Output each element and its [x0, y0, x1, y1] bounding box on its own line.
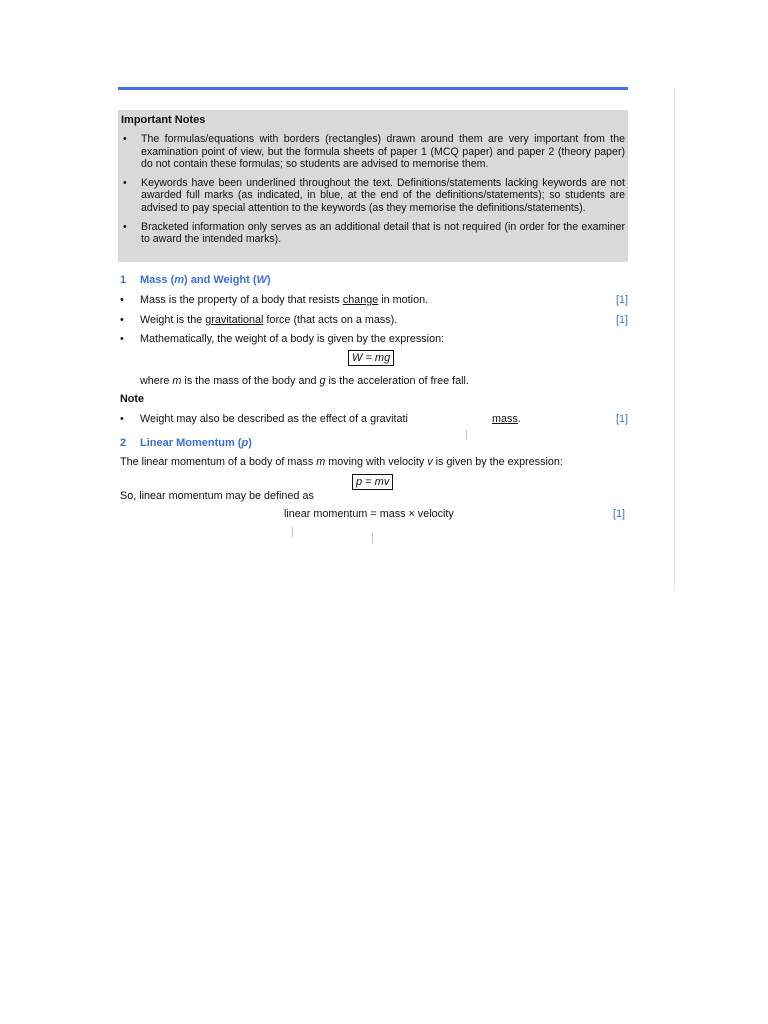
list-item	[120, 294, 628, 308]
item-text-end	[492, 413, 521, 425]
heading-text: ) and Weight (	[184, 274, 257, 286]
note-item	[121, 133, 626, 170]
bullet-icon: •	[120, 333, 124, 345]
item-text: Mathematically, the weight of a body is given by the expression:	[140, 333, 445, 345]
symbol: m	[172, 375, 182, 387]
momentum-definition: linear momentum = mass × velocity	[284, 508, 454, 520]
item-text: force (that acts on a mass).	[263, 314, 398, 326]
important-notes-box	[118, 110, 628, 262]
text: moving with velocity	[325, 456, 428, 468]
note-item	[121, 177, 626, 214]
keyword: mass	[492, 413, 518, 425]
formula-explanation	[140, 375, 469, 387]
scan-artifact	[466, 430, 467, 440]
text: The linear momentum of a body of mass	[120, 456, 317, 468]
scan-artifact	[372, 533, 373, 543]
symbol: v	[427, 456, 433, 468]
note-text: The formulas/equations with borders (rectangles) drawn around them are very important from the examination point of view, but the formula sheets of paper 1 (MCQ paper) and paper 2 (theory paper) do not contain these formulas; so students are advised to memorise them.	[141, 133, 625, 170]
note-text: Keywords have been underlined throughout the text. Definitions/statements lacking keywords are not awarded full marks (as indicated, in blue, at the end of the definitions/statements); so students are advised to pay special attention to the keywords (as they memorise the definitions/statements).	[141, 177, 625, 214]
heading-symbol: p	[241, 437, 249, 449]
text: where	[140, 375, 173, 387]
definition-lead: So, linear momentum may be defined as	[120, 490, 314, 502]
momentum-intro	[120, 456, 563, 468]
note-item	[121, 221, 626, 246]
notes-title: Important Notes	[121, 114, 206, 126]
bullet-icon: •	[123, 177, 127, 190]
bullet-icon: •	[123, 221, 127, 234]
bullet-icon: •	[120, 294, 124, 306]
bullet-icon: •	[120, 314, 124, 326]
heading-text: Mass (	[140, 274, 175, 286]
section-1-heading	[120, 274, 628, 286]
text: is the acceleration of free fall.	[325, 375, 469, 387]
item-text: Weight may also be described as the effect of a gravitati	[140, 413, 408, 425]
bullet-icon: •	[120, 413, 124, 425]
list-item	[120, 413, 628, 427]
text: is given by the expression:	[432, 456, 563, 468]
page-edge	[674, 88, 675, 590]
mark-badge: [1]	[615, 413, 628, 425]
keyword: change	[342, 294, 379, 306]
section-number: 1	[120, 274, 127, 286]
list-item	[120, 314, 628, 328]
keyword: gravitational	[205, 314, 264, 326]
list-item	[120, 333, 628, 347]
section-2-heading	[120, 437, 628, 449]
heading-text: Linear Momentum (	[140, 437, 242, 449]
symbol: g	[319, 375, 326, 387]
momentum-formula: p = mv	[352, 474, 393, 490]
bullet-icon: •	[123, 133, 127, 146]
mark-badge: [1]	[613, 508, 626, 520]
section-number: 2	[120, 437, 127, 449]
symbol: m	[316, 456, 326, 468]
header-rule	[118, 87, 628, 90]
heading-symbol: m	[174, 274, 185, 286]
note-heading: Note	[120, 393, 144, 405]
item-text: in motion.	[378, 294, 429, 306]
item-text: Mass is the property of a body that resists	[140, 294, 343, 306]
item-text: .	[517, 413, 521, 425]
heading-text: )	[266, 274, 271, 286]
weight-formula: W = mg	[348, 350, 394, 366]
scan-artifact	[292, 527, 293, 537]
heading-text: )	[248, 437, 252, 449]
heading-symbol: W	[256, 274, 267, 286]
mark-badge: [1]	[615, 294, 628, 306]
text: is the mass of the body and	[181, 375, 320, 387]
mark-badge: [1]	[615, 314, 628, 326]
item-text: Weight is the	[140, 314, 206, 326]
note-text: Bracketed information only serves as an additional detail that is not required (in order for the examiner to award the intended marks).	[141, 221, 625, 246]
